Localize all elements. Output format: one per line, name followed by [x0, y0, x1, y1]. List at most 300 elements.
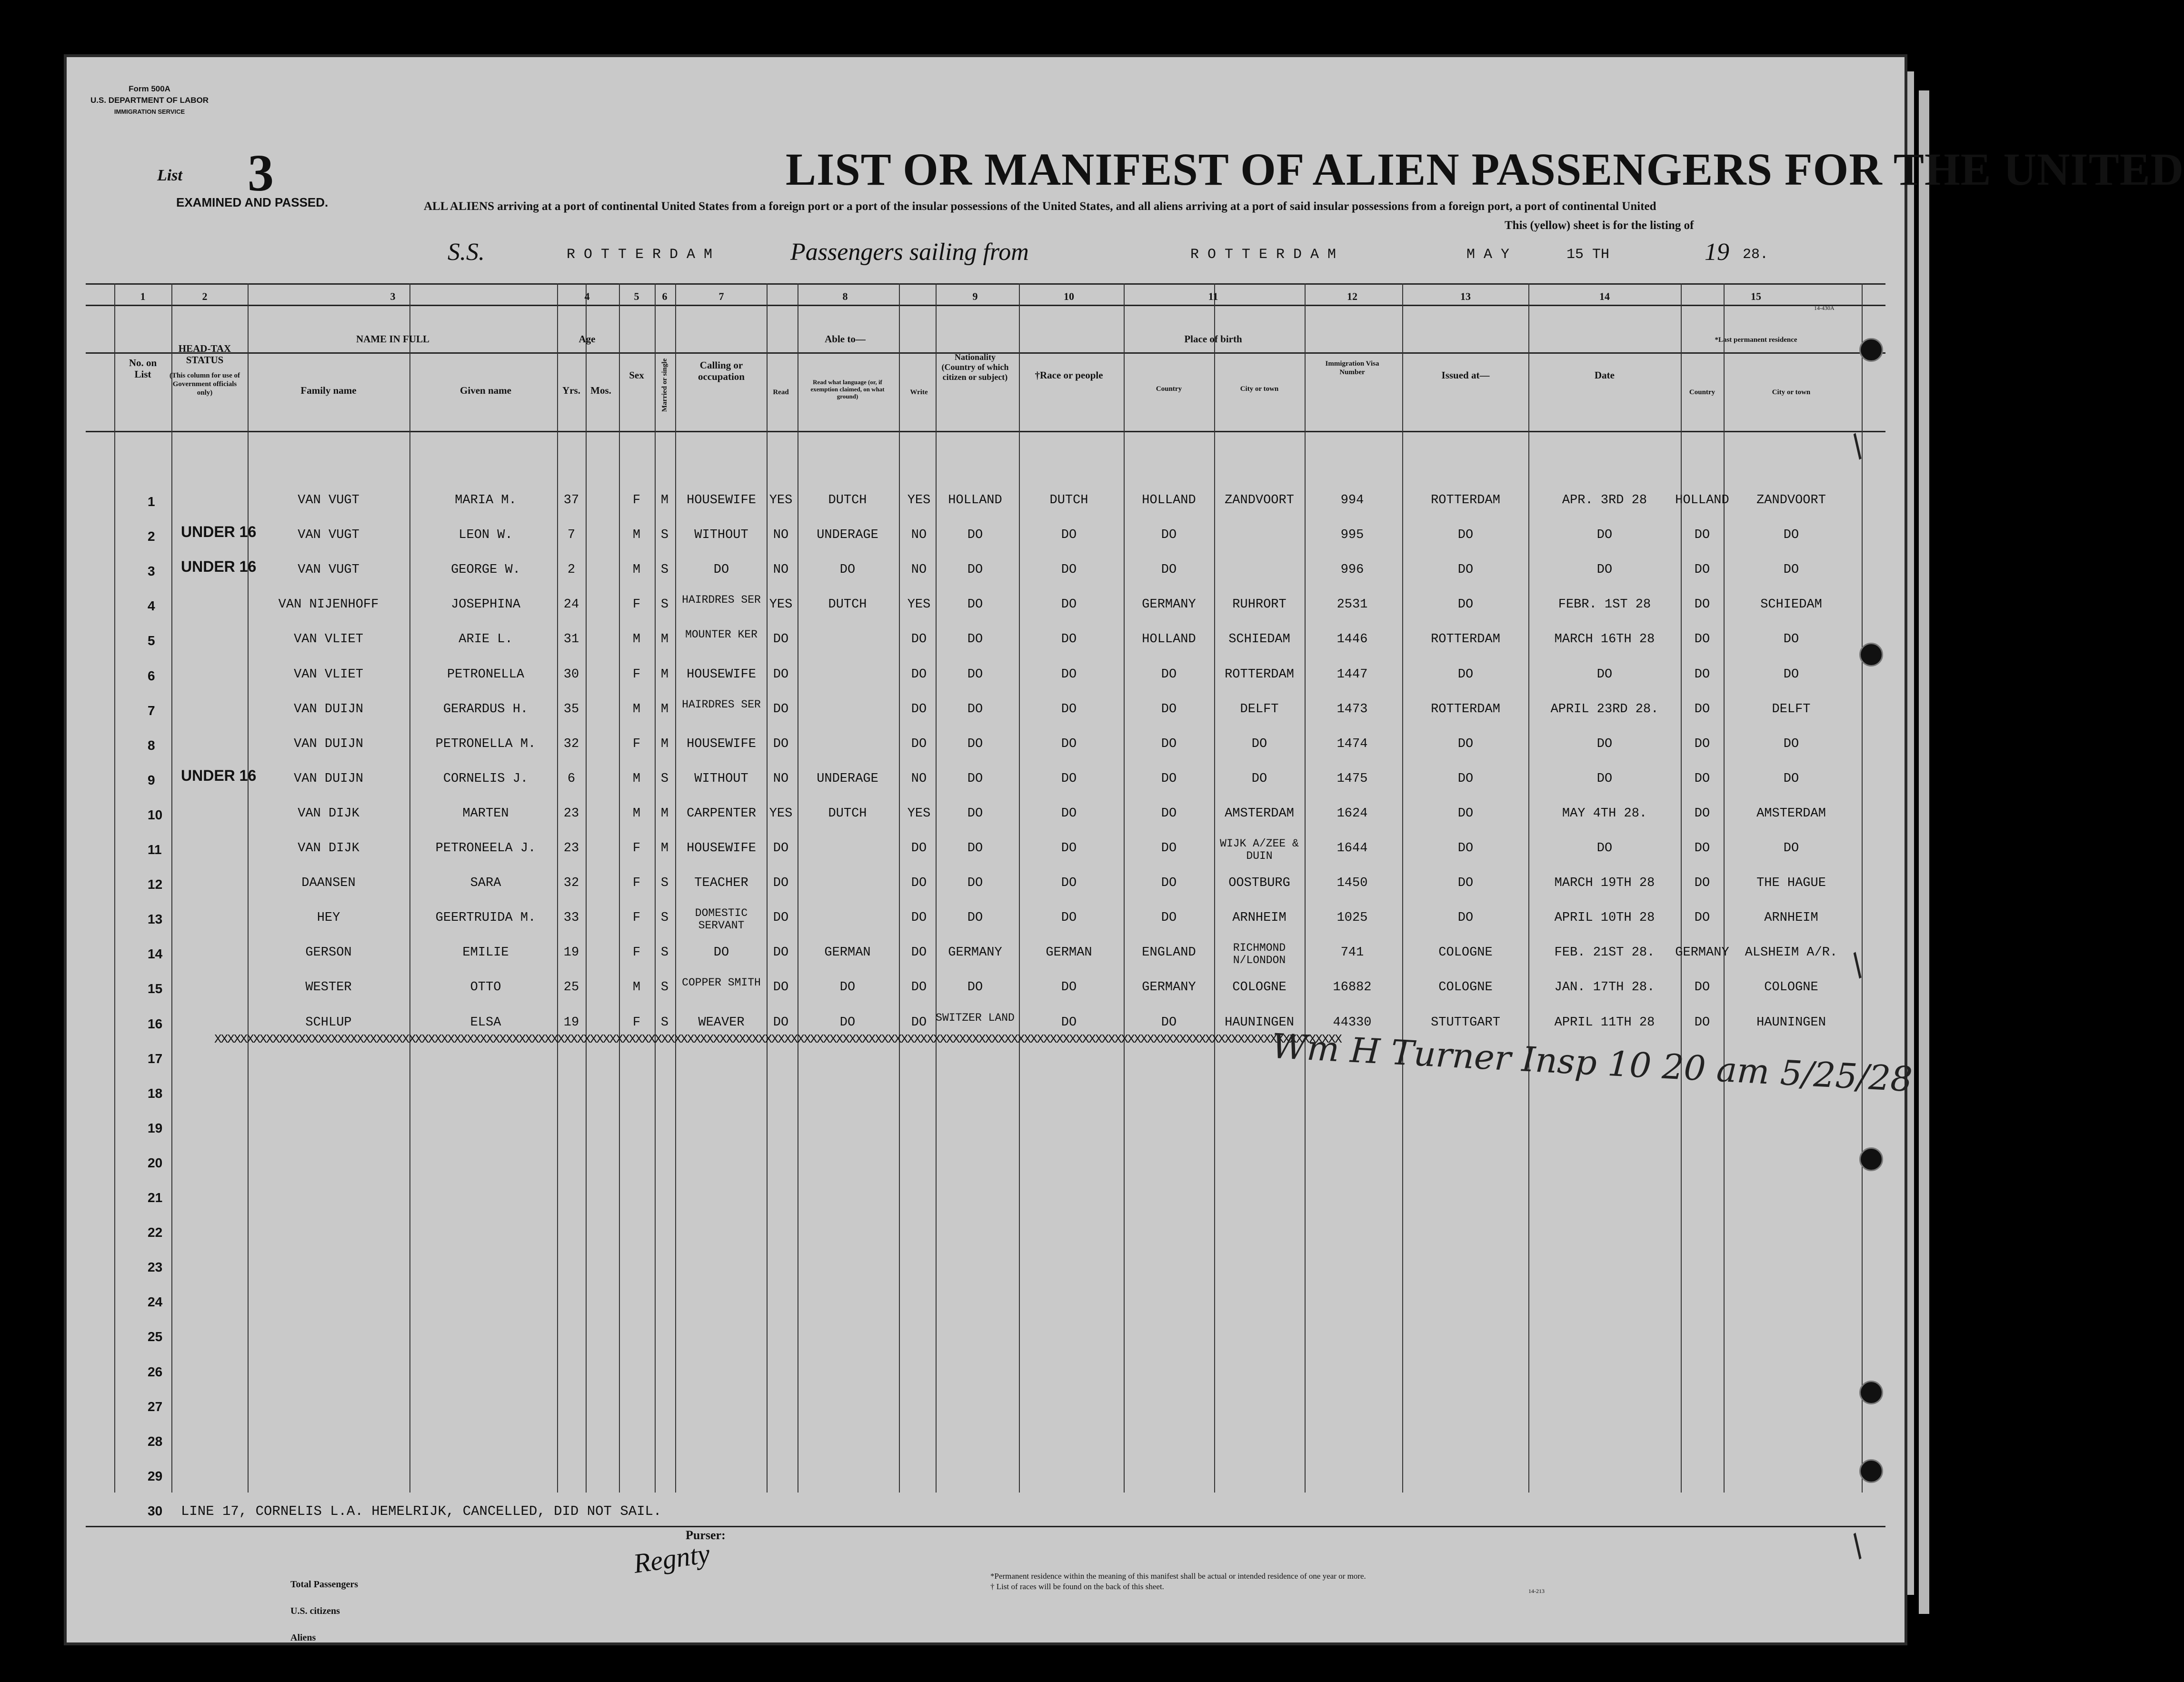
cell-visa: 1447 — [1336, 667, 1368, 682]
list-label: List — [157, 167, 182, 184]
cell-given: CORNELIS J. — [443, 771, 529, 786]
cell-city: ARNHEIM — [1232, 911, 1286, 926]
cell-calling: DO — [713, 563, 729, 577]
cancellation-note: LINE 17, CORNELIS L.A. HEMELRIJK, CANCELLED, DID NOT SAIL. — [181, 1503, 662, 1519]
cell-write: DO — [911, 736, 927, 751]
cell-visa: 1446 — [1336, 632, 1368, 647]
cell-language: DO — [839, 1015, 856, 1030]
column-number: 10 — [1064, 290, 1074, 302]
cell-city: SCHIEDAM — [1228, 632, 1290, 647]
cell-visa: 995 — [1340, 528, 1364, 543]
cell-given: PETRONELLA — [447, 667, 525, 682]
header-place-of-birth: Place of birth — [1184, 333, 1242, 345]
cell-sex: F — [632, 1015, 641, 1030]
cell-write: DO — [911, 841, 927, 856]
cell-date: APR. 3RD 28 — [1562, 493, 1647, 508]
cell-country: DO — [1161, 841, 1177, 856]
cell-nationality: DO — [967, 771, 983, 786]
cell-res-city: SCHIEDAM — [1760, 597, 1822, 612]
cell-res-country: DO — [1694, 632, 1710, 647]
header-visa: Immigration Visa Number — [1325, 360, 1379, 376]
cell-race: DO — [1061, 702, 1077, 717]
cell-res-city: ARNHEIM — [1764, 911, 1818, 926]
cell-write: DO — [911, 946, 927, 960]
column-number: 7 — [718, 290, 724, 302]
cell-res-city: ZANDVOORT — [1756, 493, 1826, 508]
cell-family: VAN DUIJN — [294, 702, 363, 717]
cell-country: DO — [1161, 736, 1177, 751]
cell-country: GERMANY — [1142, 597, 1196, 612]
column-rule — [1681, 283, 1682, 1493]
cell-visa: 16882 — [1333, 980, 1372, 995]
binder-hole — [1859, 338, 1883, 362]
cell-language: UNDERAGE — [817, 771, 878, 786]
header-last-residence: *Last permanent residence — [1715, 336, 1797, 344]
cell-family: VAN DIJK — [298, 806, 359, 821]
cell-age: 32 — [563, 736, 579, 751]
cell-race: DO — [1061, 528, 1077, 543]
cell-ms: S — [660, 911, 669, 926]
cell-race: DO — [1061, 806, 1077, 821]
header-residence-country: Country — [1689, 388, 1715, 396]
cell-read: YES — [769, 806, 793, 821]
cell-ms: M — [660, 806, 669, 821]
footnote-ref: 14-213 — [1528, 1588, 1545, 1594]
cell-issued: STUTTGART — [1431, 1015, 1500, 1030]
cell-visa: 44330 — [1333, 1015, 1372, 1030]
header-issued-at: Issued at— — [1441, 369, 1490, 381]
check-mark: / — [1844, 428, 1871, 464]
cell-family: VAN VLIET — [294, 667, 363, 682]
cell-write: DO — [911, 980, 927, 995]
cell-age: 33 — [563, 911, 579, 926]
cell-read: DO — [773, 667, 789, 682]
header-given-name: Given name — [460, 385, 511, 396]
header-calling: Calling or occupation — [698, 359, 745, 382]
cell-ms: M — [660, 632, 669, 647]
header-birth-city: City or town — [1240, 385, 1279, 393]
cell-date: DO — [1596, 528, 1613, 543]
cell-date: DO — [1596, 841, 1613, 856]
cell-read: DO — [773, 702, 789, 717]
cell-family: SCHLUP — [305, 1015, 352, 1030]
cell-read: YES — [769, 493, 793, 508]
column-rule — [619, 283, 620, 1493]
cell-age: 37 — [563, 493, 579, 508]
cell-nationality: DO — [967, 806, 983, 821]
cell-city: DELFT — [1240, 702, 1279, 717]
cell-family: VAN NIJENHOFF — [278, 597, 379, 612]
cell-read: DO — [773, 946, 789, 960]
cell-given: ELSA — [470, 1015, 501, 1030]
cell-nationality: DO — [967, 702, 983, 717]
cell-visa: 1474 — [1336, 736, 1368, 751]
cell-age: 19 — [563, 946, 579, 960]
subtitle: ALL ALIENS arriving at a port of continental United States from a foreign port or a port of the insular possessions of the United States, and all aliens arriving at a port of said insular possessions from a foreign port, a port of continental United — [424, 200, 1656, 213]
cell-nationality: DO — [967, 632, 983, 647]
cell-visa: 1475 — [1336, 771, 1368, 786]
cell-write: DO — [911, 667, 927, 682]
cell-visa: 996 — [1340, 563, 1364, 577]
column-number: 15 — [1751, 290, 1761, 302]
column-number: 8 — [842, 290, 848, 302]
cell-date: MARCH 16TH 28 — [1554, 632, 1655, 647]
header-able-to: Able to— — [825, 333, 866, 345]
cell-issued: DO — [1457, 528, 1474, 543]
column-number: 9 — [972, 290, 978, 302]
binder-hole — [1859, 1381, 1883, 1404]
cell-res-city: DO — [1783, 528, 1799, 543]
cell-issued: DO — [1457, 841, 1474, 856]
cell-sex: F — [632, 736, 641, 751]
cell-issued: ROTTERDAM — [1431, 493, 1500, 508]
cell-country: DO — [1161, 563, 1177, 577]
cell-country: DO — [1161, 806, 1177, 821]
cell-given: SARA — [470, 876, 501, 891]
column-rule — [936, 283, 937, 1493]
cell-date: FEB. 21ST 28. — [1554, 946, 1655, 960]
cell-age: 24 — [563, 597, 579, 612]
column-number: 4 — [584, 290, 590, 302]
cell-write: YES — [907, 493, 931, 508]
cell-sex: F — [632, 946, 641, 960]
column-number: 14 — [1599, 290, 1610, 302]
cell-calling: WEAVER — [698, 1015, 745, 1030]
header-read-language: Read what language (or, if exemption claimed, on what ground) — [810, 378, 885, 400]
cell-family: DAANSEN — [301, 876, 356, 891]
cell-read: DO — [773, 911, 789, 926]
cell-ms: M — [660, 841, 669, 856]
cell-given: GERARDUS H. — [443, 702, 529, 717]
cell-date: FEBR. 1ST 28 — [1558, 597, 1651, 612]
departure-port: R O T T E R D A M — [1190, 247, 1336, 263]
cell-race: DO — [1061, 632, 1077, 647]
cell-date: APRIL 10TH 28 — [1554, 911, 1655, 926]
cell-country: GERMANY — [1142, 980, 1196, 995]
cell-race: DUTCH — [1049, 493, 1088, 508]
cell-write: DO — [911, 876, 927, 891]
cell-issued: ROTTERDAM — [1431, 632, 1500, 647]
cell-given: PETRONELLA M. — [435, 736, 536, 751]
cell-read: NO — [773, 771, 789, 786]
cell-write: DO — [911, 1015, 927, 1030]
header-age: Age — [578, 333, 596, 345]
cell-ms: M — [660, 736, 669, 751]
cell-calling: COPPER SMITH — [682, 976, 761, 989]
cell-city: RICHMOND N/LONDON — [1233, 942, 1286, 967]
column-number: 2 — [202, 290, 208, 302]
cell-sex: F — [632, 597, 641, 612]
cell-date: APRIL 11TH 28 — [1554, 1015, 1655, 1030]
cell-language: DUTCH — [828, 806, 867, 821]
cell-calling: WITHOUT — [694, 528, 748, 543]
table-rule — [86, 283, 1885, 285]
cell-write: YES — [907, 806, 931, 821]
cell-family: VAN VUGT — [298, 528, 359, 543]
column-number: 11 — [1208, 290, 1218, 302]
cell-city: OOSTBURG — [1228, 876, 1290, 891]
cell-res-city: DO — [1783, 667, 1799, 682]
cell-age: 23 — [563, 841, 579, 856]
column-rule — [557, 283, 558, 1493]
cell-date: JAN. 17TH 28. — [1554, 980, 1655, 995]
cell-res-city: DO — [1783, 563, 1799, 577]
cell-age: 6 — [567, 771, 576, 786]
cell-sex: M — [632, 980, 641, 995]
cell-family: VAN DUIJN — [294, 771, 363, 786]
cell-sex: M — [632, 771, 641, 786]
cell-read: DO — [773, 980, 789, 995]
header-married: Married or single — [661, 358, 668, 412]
cell-visa: 2531 — [1336, 597, 1368, 612]
cell-sex: F — [632, 911, 641, 926]
cell-city: WIJK A/ZEE & DUIN — [1220, 837, 1299, 862]
cell-res-country: DO — [1694, 736, 1710, 751]
cell-issued: DO — [1457, 771, 1474, 786]
cell-given: GEORGE W. — [451, 563, 520, 577]
cell-res-country: GERMANY — [1675, 946, 1729, 960]
header-read: Read — [773, 388, 789, 396]
examined-stamp: EXAMINED AND PASSED. — [176, 195, 329, 209]
cell-ms: S — [660, 980, 669, 995]
cell-ms: M — [660, 702, 669, 717]
cell-race: GERMAN — [1046, 946, 1092, 960]
binder-hole — [1859, 1459, 1883, 1483]
cell-nationality: HOLLAND — [948, 493, 1002, 508]
under-16-stamp: UNDER 16 — [181, 766, 257, 784]
year-prefix: 19 — [1705, 239, 1729, 266]
cell-visa: 1025 — [1336, 911, 1368, 926]
cell-given: OTTO — [470, 980, 501, 995]
passengers-sailing-label: Passengers sailing from — [790, 239, 1029, 266]
form-info — [90, 83, 209, 118]
cell-country: DO — [1161, 667, 1177, 682]
column-rule — [767, 283, 768, 1493]
cell-sex: F — [632, 493, 641, 508]
cell-country: DO — [1161, 771, 1177, 786]
cell-language: GERMAN — [824, 946, 871, 960]
column-rule — [114, 283, 115, 1493]
under-16-stamp: UNDER 16 — [181, 558, 257, 576]
page-title: LIST OR MANIFEST OF ALIEN PASSENGERS FOR THE UNITED — [786, 144, 2184, 195]
cell-calling: HOUSEWIFE — [687, 493, 756, 508]
ss-label: S.S. — [448, 239, 485, 266]
cell-issued: DO — [1457, 806, 1474, 821]
form-number: Form 500A — [129, 84, 170, 93]
cell-visa: 994 — [1340, 493, 1364, 508]
cell-country: DO — [1161, 702, 1177, 717]
header-head-tax: HEAD-TAX STATUS — [178, 343, 231, 366]
cell-res-country: DO — [1694, 597, 1710, 612]
header-family-name: Family name — [300, 385, 357, 396]
cell-nationality: DO — [967, 563, 983, 577]
cell-nationality: SWITZER LAND — [936, 1011, 1015, 1024]
cell-calling: HOUSEWIFE — [687, 841, 756, 856]
cell-given: EMILIE — [462, 946, 509, 960]
cell-res-city: ALSHEIM A/R. — [1745, 946, 1838, 960]
cell-country: DO — [1161, 876, 1177, 891]
cell-calling: CARPENTER — [687, 806, 756, 821]
cell-race: DO — [1061, 876, 1077, 891]
cell-race: DO — [1061, 841, 1077, 856]
cell-res-country: DO — [1694, 667, 1710, 682]
cell-res-city: DO — [1783, 736, 1799, 751]
cell-read: DO — [773, 1015, 789, 1030]
cell-write: DO — [911, 632, 927, 647]
cell-write: NO — [911, 771, 927, 786]
cell-city: DO — [1251, 771, 1267, 786]
column-rule — [171, 283, 172, 1493]
cell-res-city: COLOGNE — [1764, 980, 1818, 995]
cell-visa: 741 — [1340, 946, 1364, 960]
cell-write: NO — [911, 528, 927, 543]
cell-sex: M — [632, 528, 641, 543]
cell-res-country: DO — [1694, 806, 1710, 821]
column-number: 13 — [1460, 290, 1471, 302]
cell-given: PETRONEELA J. — [435, 841, 536, 856]
column-rule — [899, 283, 900, 1493]
cell-family: VAN VUGT — [298, 493, 359, 508]
header-date: Date — [1595, 369, 1615, 381]
cell-issued: COLOGNE — [1438, 946, 1493, 960]
cell-res-country: DO — [1694, 563, 1710, 577]
cell-res-country: DO — [1694, 702, 1710, 717]
cell-age: 19 — [563, 1015, 579, 1030]
cell-read: DO — [773, 841, 789, 856]
column-rule — [1862, 283, 1863, 1493]
cell-read: DO — [773, 736, 789, 751]
cell-read: YES — [769, 597, 793, 612]
cell-ms: M — [660, 493, 669, 508]
cell-country: DO — [1161, 528, 1177, 543]
header-race: †Race or people — [1035, 369, 1103, 381]
cell-res-country: DO — [1694, 841, 1710, 856]
cell-age: 7 — [567, 528, 576, 543]
cell-res-city: DELFT — [1772, 702, 1811, 717]
cell-calling: TEACHER — [694, 876, 748, 891]
sailing-month: M A Y — [1466, 247, 1510, 263]
cell-nationality: DO — [967, 528, 983, 543]
ship-name: R O T T E R D A M — [567, 247, 713, 263]
cell-visa: 1450 — [1336, 876, 1368, 891]
cell-age: 30 — [563, 667, 579, 682]
cell-read: DO — [773, 876, 789, 891]
cancelled-row-17: XXXXXXXXXXXXXXXXXXXXXXXXXXXXXXXXXXXXXXXXXXXXXXXXXXXXXXXXXXXXXXXXXXXXXXXXXXXXXXXXXXXXXXXXXXXXXXXXXXXXXXXXXXXXXXXXXXXXXXXXXXXXXXXXXXXXXXXXXXXXXXXXXXXXXXXXXXXXXXXXXXXXXXXXXXXXXX — [214, 1032, 1341, 1046]
cell-ms: S — [660, 563, 669, 577]
cell-date: DO — [1596, 771, 1613, 786]
cell-nationality: DO — [967, 980, 983, 995]
cell-language: DO — [839, 980, 856, 995]
cell-race: DO — [1061, 980, 1077, 995]
cell-res-city: AMSTERDAM — [1756, 806, 1826, 821]
header-residence-city: City or town — [1772, 388, 1811, 396]
cell-family: HEY — [317, 911, 340, 926]
cell-ms: S — [660, 528, 669, 543]
cell-race: DO — [1061, 771, 1077, 786]
column-rule — [1214, 283, 1215, 1493]
cell-date: DO — [1596, 563, 1613, 577]
column-rule — [409, 283, 410, 1493]
header-yrs: Yrs. — [562, 385, 580, 396]
cell-sex: M — [632, 563, 641, 577]
cell-calling: DOMESTIC SERVANT — [695, 907, 748, 932]
cell-given: MARIA M. — [455, 493, 517, 508]
cell-issued: DO — [1457, 597, 1474, 612]
cell-read: NO — [773, 563, 789, 577]
cell-language: DO — [839, 563, 856, 577]
cell-race: DO — [1061, 667, 1077, 682]
cell-issued: DO — [1457, 876, 1474, 891]
cell-given: MARTEN — [462, 806, 509, 821]
column-rule — [655, 283, 656, 1493]
cell-age: 32 — [563, 876, 579, 891]
cell-issued: DO — [1457, 667, 1474, 682]
cell-given: JOSEPHINA — [451, 597, 520, 612]
cell-nationality: DO — [967, 911, 983, 926]
cell-nationality: DO — [967, 667, 983, 682]
cell-country: ENGLAND — [1142, 946, 1196, 960]
table-rule — [86, 305, 1885, 306]
column-rule — [586, 283, 587, 1493]
cell-issued: DO — [1457, 736, 1474, 751]
cell-language: DUTCH — [828, 493, 867, 508]
cell-visa: 1473 — [1336, 702, 1368, 717]
footnote-races: † List of races will be found on the back of this sheet. — [990, 1582, 1164, 1591]
cell-country: HOLLAND — [1142, 493, 1196, 508]
footnotes — [990, 1571, 1366, 1592]
cell-family: VAN DIJK — [298, 841, 359, 856]
subtitle-sheet: This (yellow) sheet is for the listing of — [1505, 219, 1694, 232]
cell-family: WESTER — [305, 980, 352, 995]
cell-city: ZANDVOORT — [1225, 493, 1294, 508]
cell-sex: M — [632, 702, 641, 717]
aliens-label: Aliens — [290, 1632, 316, 1643]
cell-visa: 1644 — [1336, 841, 1368, 856]
total-passengers-label: Total Passengers — [290, 1579, 359, 1590]
cell-race: DO — [1061, 911, 1077, 926]
sailing-day: 15 TH — [1566, 247, 1610, 263]
column-rule — [1305, 283, 1306, 1493]
cell-calling: HAIRDRES SER — [682, 698, 761, 711]
cell-city: RUHRORT — [1232, 597, 1286, 612]
cell-calling: DO — [713, 946, 729, 960]
cell-res-city: HAUNINGEN — [1756, 1015, 1826, 1030]
cell-sex: M — [632, 806, 641, 821]
cell-res-country: DO — [1694, 911, 1710, 926]
cell-language: UNDERAGE — [817, 528, 878, 543]
department: U.S. DEPARTMENT OF LABOR — [90, 96, 209, 105]
column-rule — [248, 283, 249, 1493]
header-mos: Mos. — [590, 385, 611, 396]
cell-write: YES — [907, 597, 931, 612]
cell-calling: MOUNTER KER — [685, 628, 758, 641]
cell-res-country: DO — [1694, 528, 1710, 543]
cell-nationality: DO — [967, 597, 983, 612]
cell-country: HOLLAND — [1142, 632, 1196, 647]
header-head-tax-note: (This column for use of Government officials only) — [169, 372, 240, 397]
footer-rule — [86, 1526, 1885, 1527]
cell-age: 35 — [563, 702, 579, 717]
cell-calling: HOUSEWIFE — [687, 736, 756, 751]
cell-age: 31 — [563, 632, 579, 647]
cell-write: DO — [911, 702, 927, 717]
cell-issued: ROTTERDAM — [1431, 702, 1500, 717]
inspector-signature: Wm H Turner Insp 10 20 am 5/25/28 — [1270, 1025, 1914, 1100]
cell-sex: F — [632, 841, 641, 856]
column-rule — [675, 283, 676, 1493]
cell-calling: HAIRDRES SER — [682, 594, 761, 607]
cell-issued: COLOGNE — [1438, 980, 1493, 995]
